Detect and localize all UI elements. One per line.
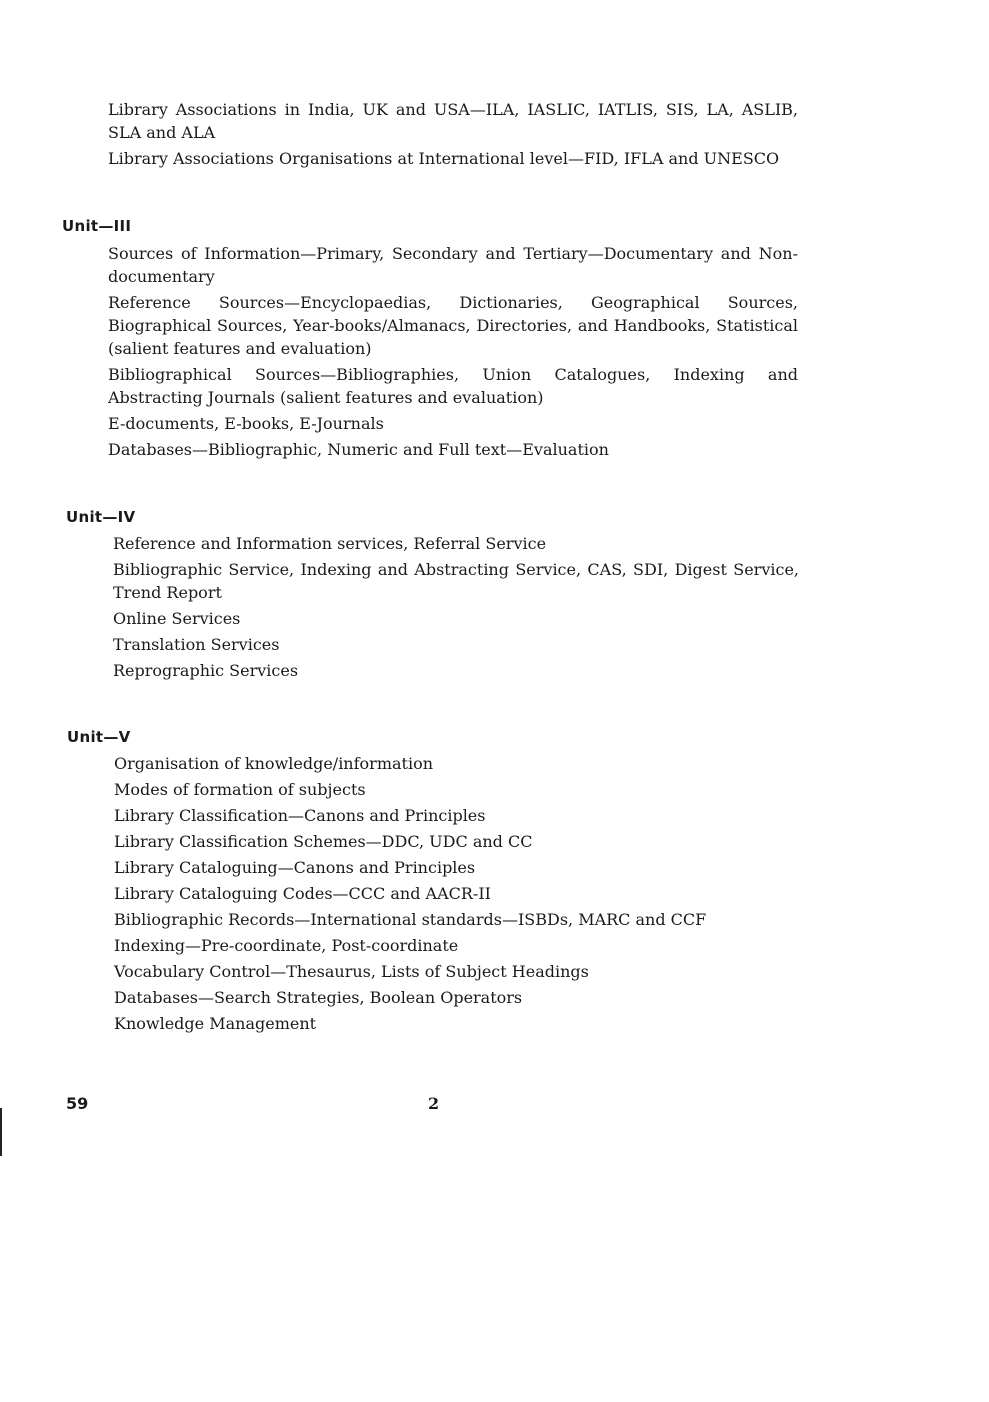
unit-iv-item: Reprographic Services: [113, 661, 299, 680]
unit-iv-item: Reference and Information services, Referral Service: [113, 534, 547, 553]
unit-v-item: Knowledge Management: [114, 1014, 317, 1033]
unit-iii-item: Sources of Information—Primary, Secondary and Tertiary—Documentary and Non-documentary: [108, 244, 798, 286]
unit-v-heading: Unit—V: [67, 728, 131, 746]
unit-v-list: [114, 752, 800, 1038]
unit-iv-item: Bibliographic Service, Indexing and Abstracting Service, CAS, SDI, Digest Service, Trend Report: [113, 560, 799, 602]
unit-v-item: Library Classification Schemes—DDC, UDC and CC: [114, 832, 533, 851]
footer-code: 59: [66, 1094, 89, 1113]
unit-v-item: Databases—Search Strategies, Boolean Operators: [114, 988, 523, 1007]
unit-v-item: Organisation of knowledge/information: [114, 754, 434, 773]
unit-v-item: Indexing—Pre-coordinate, Post-coordinate: [114, 936, 459, 955]
unit-iii-heading: Unit—III: [62, 217, 132, 235]
unit-iv-list: [113, 532, 799, 685]
unit-v-item: Library Cataloguing—Canons and Principles: [114, 858, 476, 877]
unit-iii-item: Bibliographical Sources—Bibliographies, Union Catalogues, Indexing and Abstracting Journals (salient features and evaluation): [108, 365, 798, 407]
unit-v-item: Library Cataloguing Codes—CCC and AACR-II: [114, 884, 491, 903]
unit-v-item: Vocabulary Control—Thesaurus, Lists of Subject Headings: [114, 962, 589, 981]
unit-v-item: Library Classification—Canons and Principles: [114, 806, 486, 825]
unit-iii-item: Reference Sources—Encyclopaedias, Dictionaries, Geographical Sources, Biographical Sources, Year-books/Almanacs, Directories, and Handbooks, Statistical (salient features and evaluation): [108, 293, 798, 358]
page-number: 2: [428, 1094, 440, 1113]
unit-iv-heading: Unit—IV: [66, 508, 136, 526]
intro-list: [108, 98, 798, 173]
unit-iv-item: Online Services: [113, 609, 241, 628]
unit-iii-item: Databases—Bibliographic, Numeric and Full text—Evaluation: [108, 440, 609, 459]
scan-edge-mark: [0, 1108, 2, 1156]
unit-iii-list: [108, 242, 798, 464]
unit-v-item: Bibliographic Records—International standards—ISBDs, MARC and CCF: [114, 910, 707, 929]
intro-item: Library Associations Organisations at International level—FID, IFLA and UNESCO: [108, 149, 780, 168]
unit-v-item: Modes of formation of subjects: [114, 780, 366, 799]
unit-iv-item: Translation Services: [113, 635, 280, 654]
intro-item: Library Associations in India, UK and USA—ILA, IASLIC, IATLIS, SIS, LA, ASLIB, SLA and ALA: [108, 100, 798, 142]
unit-iii-item: E-documents, E-books, E-Journals: [108, 414, 384, 433]
